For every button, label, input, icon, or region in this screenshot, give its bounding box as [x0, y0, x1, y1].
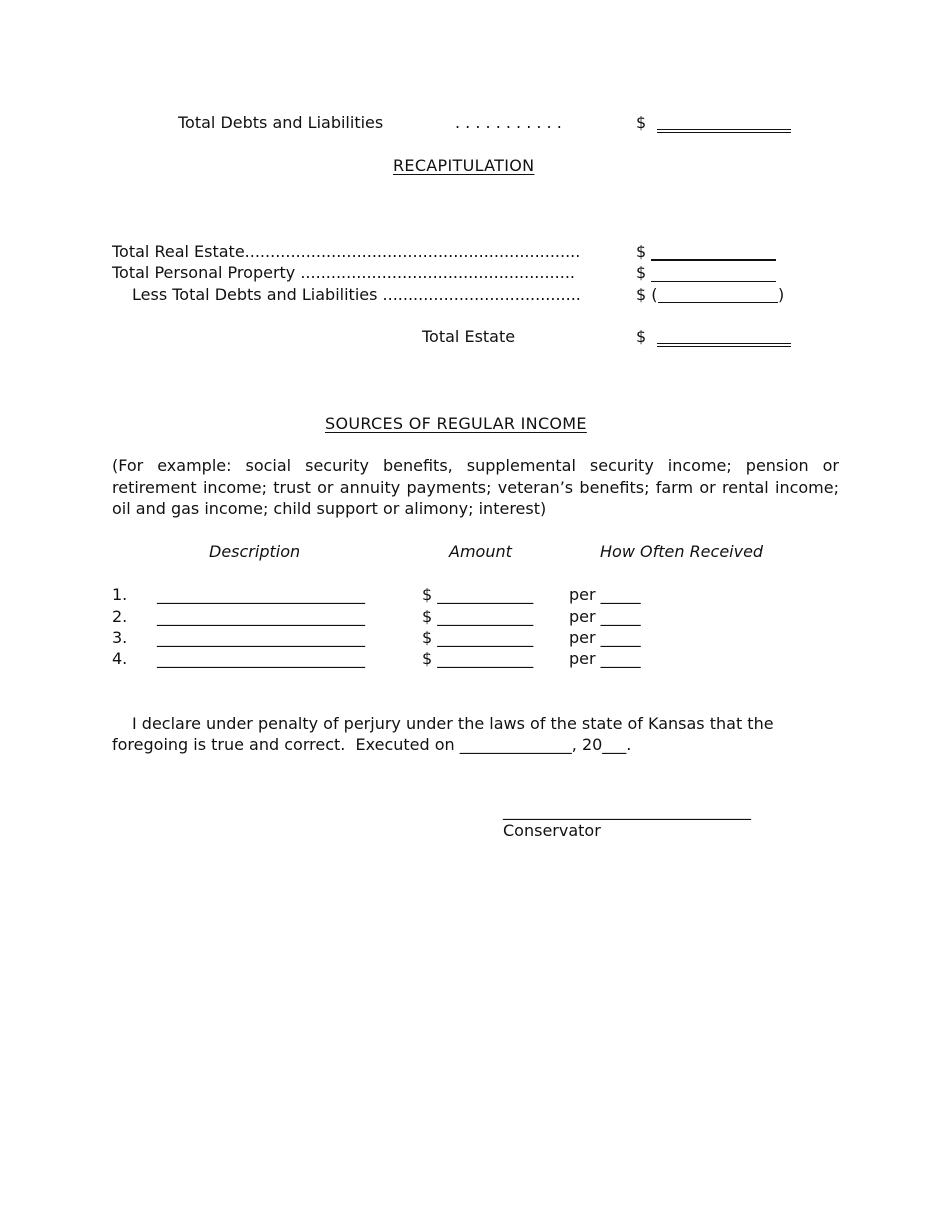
row-number: 1.: [112, 585, 128, 604]
total-debts-blank[interactable]: [657, 129, 791, 133]
total-personal-property-label: Total Personal Property ......................................................: [112, 263, 575, 282]
frequency-field[interactable]: per _____: [569, 628, 641, 647]
less-total-debts-blank[interactable]: [658, 302, 778, 303]
amount-field[interactable]: $ ____________: [422, 649, 534, 668]
column-how-often: How Often Received: [600, 542, 764, 561]
amount-field[interactable]: $ ____________: [422, 628, 534, 647]
row-number: 4.: [112, 649, 128, 668]
description-field[interactable]: __________________________: [157, 628, 365, 647]
total-estate-currency: $: [636, 327, 647, 346]
recapitulation-heading: RECAPITULATION: [393, 156, 535, 175]
real-estate-currency: $: [636, 242, 647, 261]
less-total-debts-label: Less Total Debts and Liabilities .......................................: [132, 285, 581, 304]
declaration-line-1: I declare under penalty of perjury under the laws of the state of Kansas that the: [132, 714, 774, 733]
description-field[interactable]: __________________________: [157, 607, 365, 626]
less-debts-close-paren: ): [778, 285, 785, 304]
amount-field[interactable]: $ ____________: [422, 585, 534, 604]
column-description: Description: [209, 542, 301, 561]
amount-field[interactable]: $ ____________: [422, 607, 534, 626]
column-amount: Amount: [449, 542, 512, 561]
total-personal-property-blank[interactable]: [651, 281, 776, 282]
signature-line[interactable]: _______________________________: [503, 801, 751, 820]
total-estate-blank[interactable]: [657, 343, 791, 347]
row-number: 3.: [112, 628, 128, 647]
frequency-field[interactable]: per _____: [569, 607, 641, 626]
total-real-estate-label: Total Real Estate..................................................................: [112, 242, 581, 261]
total-estate-label: Total Estate: [422, 327, 516, 346]
debts-leader-dots: . . . . . . . . . . .: [455, 113, 562, 132]
signature-label: Conservator: [503, 821, 601, 840]
row-number: 2.: [112, 607, 128, 626]
income-heading: SOURCES OF REGULAR INCOME: [325, 414, 587, 433]
description-field[interactable]: __________________________: [157, 649, 365, 668]
income-examples-note: (For example: social security benefits, supplemental security income; pension or retirement income; trust or annuity payments; veteran’s benefits; farm or rental income; oil and gas income; child support or alimony; interest): [112, 456, 839, 518]
declaration-line-2[interactable]: foregoing is true and correct. Executed on ______________, 20___.: [112, 735, 632, 754]
frequency-field[interactable]: per _____: [569, 649, 641, 668]
less-debts-currency: $ (: [636, 285, 658, 304]
frequency-field[interactable]: per _____: [569, 585, 641, 604]
debts-currency: $: [636, 113, 647, 132]
total-real-estate-blank[interactable]: [651, 259, 776, 261]
description-field[interactable]: __________________________: [157, 585, 365, 604]
total-debts-label: Total Debts and Liabilities: [178, 113, 384, 132]
personal-property-currency: $: [636, 263, 647, 282]
